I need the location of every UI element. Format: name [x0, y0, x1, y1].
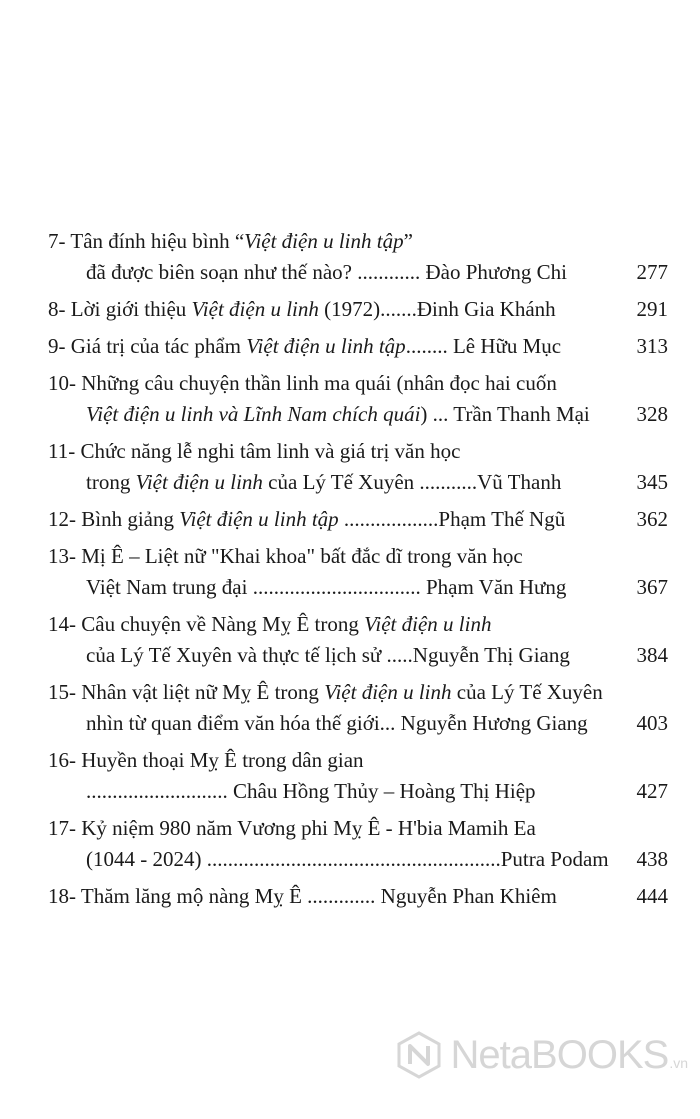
- toc-entry: [48, 677, 668, 739]
- toc-entry-text: [48, 813, 610, 844]
- toc-entry-text-part: Nhân vật liệt nữ Mỵ Ê trong: [76, 680, 325, 704]
- toc-entry: [48, 813, 668, 875]
- netabooks-watermark: [395, 1031, 688, 1079]
- toc-entry: [48, 294, 668, 325]
- toc-entry-page-number: 362: [636, 507, 668, 531]
- toc-entry-number: 9-: [48, 334, 66, 358]
- toc-entry-page-number: 277: [636, 260, 668, 284]
- toc-entry-text-part: Tân đính hiệu bình “: [65, 229, 245, 253]
- toc-entry: [48, 504, 668, 535]
- toc-entry-number: 15-: [48, 680, 76, 704]
- toc-entry-page-number: 291: [636, 297, 668, 321]
- toc-entry-page-number: 403: [636, 711, 668, 735]
- netabooks-logo-icon: [395, 1031, 443, 1079]
- toc-entry-text: [86, 399, 610, 430]
- toc-entry-text: [48, 436, 610, 467]
- toc-entry-text-part: Chức năng lễ nghi tâm linh và giá trị văn học: [75, 439, 461, 463]
- toc-entry-text-part: Thăm lăng mộ nàng Mỵ Ê ............. Nguyễn Phan Khiêm: [76, 884, 557, 908]
- toc-entry-line: [48, 226, 668, 257]
- toc-entry-page-number: 328: [636, 402, 668, 426]
- toc-entry-text-part: của Lý Tế Xuyên ...........Vũ Thanh: [262, 470, 562, 494]
- toc-entry-title-italic: Việt điện u linh và Lĩnh Nam chích quái: [86, 402, 421, 426]
- toc-entry-number: 7-: [48, 229, 66, 253]
- toc-entry-line: [48, 331, 668, 362]
- toc-entry-title-italic: Việt điện u linh: [191, 297, 319, 321]
- toc-entry-line: [48, 844, 668, 875]
- toc-entry-text-part: ) ... Trần Thanh Mại: [420, 402, 590, 426]
- toc-entry-title-italic: Việt điện u linh tập: [179, 507, 339, 531]
- watermark-suffix: .vn: [669, 1055, 688, 1071]
- toc-entry-text-part: Câu chuyện về Nàng Mỵ Ê trong: [76, 612, 365, 636]
- toc-entry-line: [48, 640, 668, 671]
- toc-entry-number: 16-: [48, 748, 76, 772]
- toc-entry-page-number: 427: [636, 779, 668, 803]
- toc-entry-text-part: trong: [86, 470, 136, 494]
- toc-entry-line: [48, 399, 668, 430]
- toc-entry-page-number: 367: [636, 575, 668, 599]
- toc-entry-line: [48, 677, 668, 708]
- toc-entry-text: [48, 541, 610, 572]
- toc-entry-page-number: 384: [636, 643, 668, 667]
- toc-entry-text: [86, 257, 610, 288]
- toc-entry: [48, 881, 668, 912]
- toc-entry-text-part: ”: [403, 229, 413, 253]
- toc-entry-number: 14-: [48, 612, 76, 636]
- toc-entry-text-part: Mị Ê – Liệt nữ "Khai khoa" bất đắc dĩ trong văn học: [76, 544, 523, 568]
- toc-entry-text-part: Giá trị của tác phẩm: [65, 334, 247, 358]
- toc-entry-number: 10-: [48, 371, 76, 395]
- toc-entry-title-italic: Việt điện u linh: [324, 680, 452, 704]
- toc-entry-text-part: đã được biên soạn như thế nào? ............ Đào Phương Chi: [86, 260, 567, 284]
- watermark-text: NetaBOOKS: [450, 1032, 669, 1077]
- toc-entry-line: [48, 368, 668, 399]
- toc-entry-line: [48, 257, 668, 288]
- toc-entry-number: 11-: [48, 439, 76, 463]
- toc-entry-number: 8-: [48, 297, 66, 321]
- toc-entry-text-part: Việt Nam trung đại ................................ Phạm Văn Hưng: [86, 575, 567, 599]
- toc-entry-title-italic: Việt điện u linh tập: [246, 334, 406, 358]
- toc-entry-text: [48, 294, 610, 325]
- toc-entry-number: 13-: [48, 544, 76, 568]
- toc-entry-text: [48, 504, 610, 535]
- toc-entry-text-part: Bình giảng: [76, 507, 180, 531]
- toc-entry-page-number: 313: [636, 334, 668, 358]
- toc-entry-text: [48, 745, 610, 776]
- toc-entry: [48, 226, 668, 288]
- toc-entry-text: [86, 708, 610, 739]
- toc-entry-text-part: ........................... Châu Hồng Thủy – Hoàng Thị Hiệp: [86, 779, 536, 803]
- toc-entry-line: [48, 436, 668, 467]
- toc-entry-line: [48, 541, 668, 572]
- toc-entry-line: [48, 776, 668, 807]
- table-of-contents: [48, 226, 668, 918]
- toc-entry-text-part: Huyền thoại Mỵ Ê trong dân gian: [76, 748, 364, 772]
- toc-entry-text-part: (1972).......Đinh Gia Khánh: [318, 297, 556, 321]
- toc-entry-title-italic: Việt điện u linh: [364, 612, 492, 636]
- toc-entry-number: 18-: [48, 884, 76, 908]
- toc-entry-line: [48, 745, 668, 776]
- toc-entry: [48, 436, 668, 498]
- toc-entry-text-part: ........ Lê Hữu Mục: [405, 334, 562, 358]
- toc-entry-text-part: Những câu chuyện thần linh ma quái (nhân đọc hai cuốn: [76, 371, 557, 395]
- toc-entry-line: [48, 504, 668, 535]
- toc-entry-line: [48, 609, 668, 640]
- toc-entry-title-italic: Việt điện u linh tập: [244, 229, 404, 253]
- toc-entry-text: [48, 331, 610, 362]
- toc-entry-line: [48, 572, 668, 603]
- toc-entry: [48, 541, 668, 603]
- toc-entry-line: [48, 294, 668, 325]
- toc-entry: [48, 331, 668, 362]
- toc-entry-text: [48, 609, 610, 640]
- toc-entry-line: [48, 467, 668, 498]
- toc-entry: [48, 745, 668, 807]
- toc-entry-text-part: ..................Phạm Thế Ngũ: [338, 507, 566, 531]
- toc-entry-text-part: nhìn từ quan điểm văn hóa thế giới... Nguyễn Hương Giang: [86, 711, 588, 735]
- toc-entry-text: [86, 467, 610, 498]
- toc-entry-number: 12-: [48, 507, 76, 531]
- toc-entry-text: [86, 640, 610, 671]
- toc-entry-number: 17-: [48, 816, 76, 840]
- toc-entry-text: [86, 776, 610, 807]
- toc-entry-text-part: (1044 - 2024) ........................................................Putra Podam: [86, 847, 609, 871]
- toc-entry-text: [48, 881, 610, 912]
- toc-entry-page-number: 438: [636, 847, 668, 871]
- toc-entry-line: [48, 708, 668, 739]
- toc-entry-line: [48, 881, 668, 912]
- toc-entry-text: [48, 677, 610, 708]
- toc-entry-page-number: 345: [636, 470, 668, 494]
- toc-entry-page-number: 444: [636, 884, 668, 908]
- toc-entry-text-part: Kỷ niệm 980 năm Vương phi Mỵ Ê - H'bia Mamih Ea: [76, 816, 536, 840]
- toc-entry-text-part: của Lý Tế Xuyên: [451, 680, 603, 704]
- toc-entry: [48, 368, 668, 430]
- toc-entry-text: [48, 368, 610, 399]
- toc-entry-title-italic: Việt điện u linh: [135, 470, 263, 494]
- toc-entry-text-part: Lời giới thiệu: [65, 297, 192, 321]
- toc-entry-text: [48, 226, 610, 257]
- toc-entry-line: [48, 813, 668, 844]
- toc-entry: [48, 609, 668, 671]
- toc-entry-text: [86, 844, 610, 875]
- toc-entry-text: [86, 572, 610, 603]
- toc-entry-text-part: của Lý Tế Xuyên và thực tế lịch sử .....Nguyễn Thị Giang: [86, 643, 570, 667]
